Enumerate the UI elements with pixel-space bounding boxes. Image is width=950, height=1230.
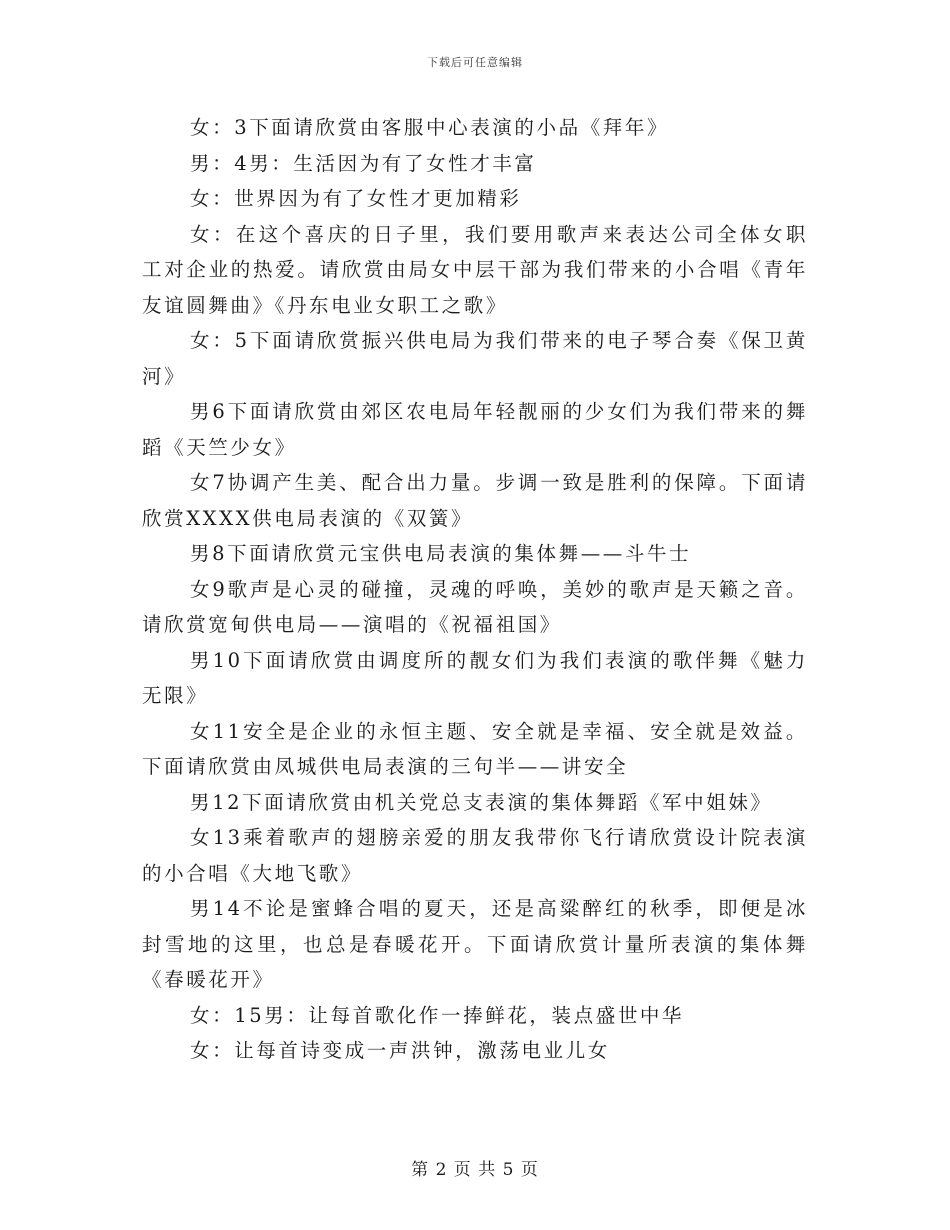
paragraph: 女7协调产生美、配合出力量。步调一致是胜利的保障。下面请欣赏XXXX供电局表演的《双簧》	[142, 471, 808, 530]
paragraph: 男12下面请欣赏由机关党总支表演的集体舞蹈《军中姐妹》	[190, 790, 773, 814]
paragraph: 女13乘着歌声的翅膀亲爱的朋友我带你飞行请欣赏设计院表演的小合唱《大地飞歌》	[142, 826, 808, 885]
paragraph: 男：4男：生活因为有了女性才丰富	[190, 151, 537, 175]
paragraph: 女：3下面请欣赏由客服中心表演的小品《拜年》	[190, 116, 670, 139]
paragraph: 女：5下面请欣赏振兴供电局为我们带来的电子琴合奏《保卫黄河》	[142, 329, 808, 388]
paragraph: 女：让每首诗变成一声洪钟，激荡电业儿女	[190, 1039, 610, 1062]
paragraph: 男14不论是蜜蜂合唱的夏天，还是高粱醉红的秋季，即便是冰封雪地的这里，也总是春暖花开。下面请欣赏计量所表演的集体舞《春暖花开》	[142, 897, 808, 991]
paragraph: 女11安全是企业的永恒主题、安全就是幸福、安全就是效益。下面请欣赏由凤城供电局表演的三句半——讲安全	[142, 719, 808, 778]
document-body	[142, 110, 808, 1069]
paragraph: 女：在这个喜庆的日子里，我们要用歌声来表达公司全体女职工对企业的热爱。请欣赏由局女中层干部为我们带来的小合唱《青年友谊圆舞曲》《丹东电业女职工之歌》	[142, 222, 808, 317]
paragraph: 女：15男：让每首歌化作一捧鲜花，装点盛世中华	[190, 1003, 685, 1027]
page-number-label: 第 2 页 共 5 页	[411, 1160, 539, 1180]
header-note: 下载后可任意编辑	[427, 56, 523, 69]
paragraph: 男10下面请欣赏由调度所的靓女们为我们表演的歌伴舞《魅力无限》	[142, 648, 808, 707]
paragraph: 男6下面请欣赏由郊区农电局年轻靓丽的少女们为我们带来的舞蹈《天竺少女》	[142, 400, 808, 459]
page-number-footer	[0, 1155, 950, 1180]
paragraph: 女：世界因为有了女性才更加精彩	[190, 187, 522, 210]
paragraph: 男8下面请欣赏元宝供电局表演的集体舞——斗牛士	[190, 542, 692, 565]
paragraph: 女9歌声是心灵的碰撞，灵魂的呼唤，美妙的歌声是天籁之音。请欣赏宽甸供电局——演唱的《祝福祖国》	[142, 577, 808, 636]
